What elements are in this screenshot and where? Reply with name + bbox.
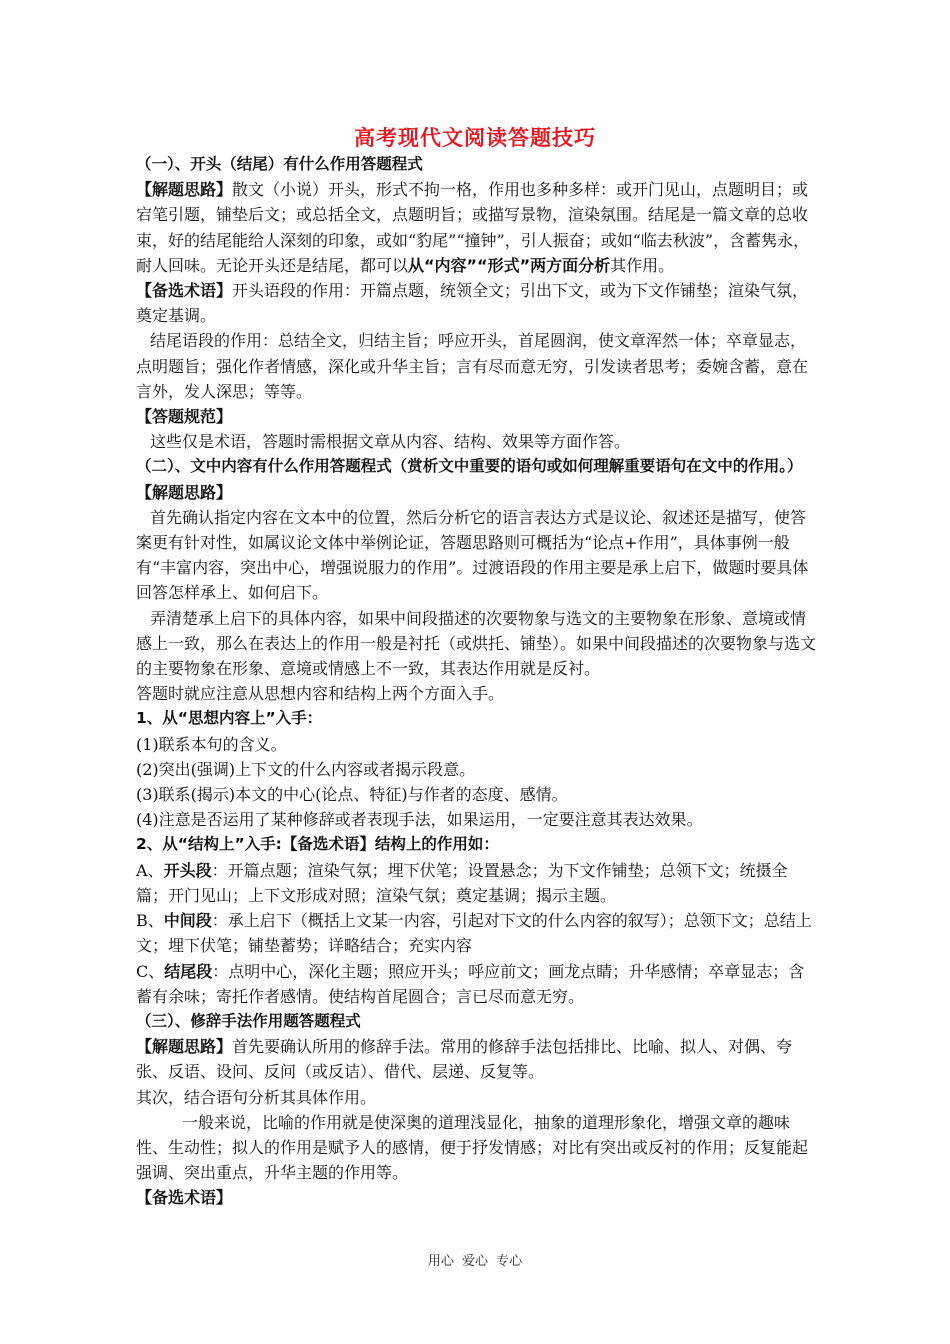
s3-terms-label: 【备选术语】 — [136, 1188, 233, 1208]
s2-ending-bold: 结尾段 — [164, 961, 213, 981]
s2-paragraph-3: 答题时就应注意从思想内容和结构上两个方面入手。 — [136, 684, 505, 704]
s3-approach-label: 【解题思路】 — [136, 1037, 233, 1057]
s1-approach-paragraph — [136, 177, 816, 278]
s1-terms-paragraph — [136, 278, 816, 328]
s3-paragraph-3: 一般来说，比喻的作用就是使深奥的道理浅显化，抽象的道理形象化，增强文章的趣味性、生动性；拟人的作用是赋予人的感情，便于抒发情感；对比有突出或反衬的作用；反复能起强调、突出重点，升华主题的作用等。 — [136, 1112, 809, 1183]
s3-approach-text: 首先要确认所用的修辞手法。常用的修辞手法包括排比、比喻、拟人、对偶、夸张、反语、设问、反问（或反诘）、借代、层递、反复等。 — [136, 1037, 793, 1082]
s3-paragraph-2: 其次，结合语句分析其具体作用。 — [136, 1087, 377, 1107]
s2-list-item: (3)联系(揭示)本文的中心(论点、特征)与作者的态度、感情。 — [136, 785, 568, 805]
s1-ending-paragraph: 结尾语段的作用：总结全文，归结主旨；呼应开头，首尾圆润，使文章浑然一体；卒章显志，点明题旨；强化作者情感，深化或升华主旨；言有尽而意无穷，引发读者思考；委婉含蓄，意在言外，发人深思；等等。 — [136, 331, 809, 401]
s2-subheading-content: 1、从“思想内容上”入手： — [136, 709, 323, 728]
section-1-heading: （一）、开头（结尾）有什么作用答题程式 — [136, 155, 423, 173]
s1-norm-label: 【答题规范】 — [136, 407, 233, 427]
s2-ending-paragraph — [136, 959, 816, 1009]
s2-approach-label: 【解题思路】 — [136, 482, 233, 502]
s2-middle-text: ：承上启下（概括上文某一内容，引起对下文的什么内容的叙写）；总领下文；总结上文；埋下伏笔；铺垫蓄势；详略结合；充实内容 — [136, 911, 812, 956]
s1-terms-label: 【备选术语】 — [136, 281, 233, 301]
s3-approach-paragraph — [136, 1034, 816, 1084]
document-body — [136, 152, 816, 1211]
s2-paragraph-1: 首先确认指定内容在文本中的位置，然后分析它的语言表达方式是议论、叙述还是描写，使答案更有针对性，如属议论文体中举例论证，答题思路则可概括为“论点+作用”，具体事例一般有“丰富内容，突出中心，增强说服力的作用”。过渡语段的作用主要是承上启下，做题时要具体回答怎样承上、如何启下。 — [136, 507, 809, 603]
s2-middle-prefix: B、 — [136, 911, 164, 931]
s1-approach-text-b: 其作用。 — [610, 255, 675, 275]
s2-opening-prefix: A、 — [136, 860, 164, 880]
s1-approach-text-a: 散文（小说）开头，形式不拘一格，作用也多种多样：或开门见山，点题明目；或宕笔引题，铺垫后文；或总括全文，点题明旨；或描写景物，渲染氛围。结尾是一篇文章的总收束，好的结尾能给人深刻的印象，或如“豹尾”“撞钟”，引人振奋；或如“临去秋波”，含蓄隽永，耐人回味。无论开头还是结尾，都可以 — [136, 180, 810, 275]
section-2-heading: （二）、文中内容有什么作用答题程式（赏析文中重要的语句或如何理解重要语句在文中的作用。） — [136, 457, 803, 476]
s1-approach-label: 【解题思路】 — [136, 180, 233, 200]
s2-opening-text: ：开篇点题；渲染气氛；埋下伏笔；设置悬念；为下文作铺垫；总领下文；统摄全篇；开门见山；上下文形成对照；渲染气氛；奠定基调；揭示主题。 — [136, 860, 788, 905]
s1-terms-text: 开头语段的作用：开篇点题，统领全文；引出下文，或为下文作铺垫；渲染气氛，奠定基调。 — [136, 281, 809, 326]
s2-ending-text: ：点明中心，深化主题；照应开头；呼应前文；画龙点睛；升华感情；卒章显志；含蓄有余味；寄托作者感情。使结构首尾圆合；言已尽而意无穷。 — [136, 961, 805, 1006]
s1-approach-bold: 从“内容”“形式”两方面分析 — [408, 255, 611, 275]
s2-list-item: (2)突出(强调)上下文的什么内容或者揭示段意。 — [136, 759, 476, 779]
s2-list-item: (1)联系本句的含义。 — [136, 734, 287, 754]
section-3-heading: （三）、修辞手法作用题答题程式 — [136, 1011, 361, 1030]
page-title: 高考现代文阅读答题技巧 — [354, 126, 596, 150]
s2-list-item: (4)注意是否运用了某种修辞或者表现手法，如果运用，一定要注意其表达效果。 — [136, 810, 703, 830]
s2-ending-prefix: C、 — [136, 961, 165, 981]
s2-subheading-structure: 2、从“结构上”入手:【备选术语】结构上的作用如： — [136, 835, 499, 854]
s2-middle-bold: 中间段 — [163, 911, 212, 931]
s2-middle-paragraph — [136, 908, 816, 958]
s1-norm-paragraph: 这些仅是术语，答题时需根据文章从内容、结构、效果等方面作答。 — [150, 432, 631, 452]
s2-paragraph-2: 弄清楚承上启下的具体内容，如果中间段描述的次要物象与选文的主要物象在形象、意境或情感上一致，那么在表达上的作用一般是衬托（或烘托、铺垫）。如果中间段描述的次要物象与选文的主要物象在形象、意境或情感上不一致，其表达作用就是反衬。 — [136, 608, 817, 679]
page-footer: 用心 爱心 专心 — [427, 1254, 523, 1269]
s2-opening-bold: 开头段 — [163, 860, 212, 880]
s2-opening-paragraph — [136, 858, 816, 908]
